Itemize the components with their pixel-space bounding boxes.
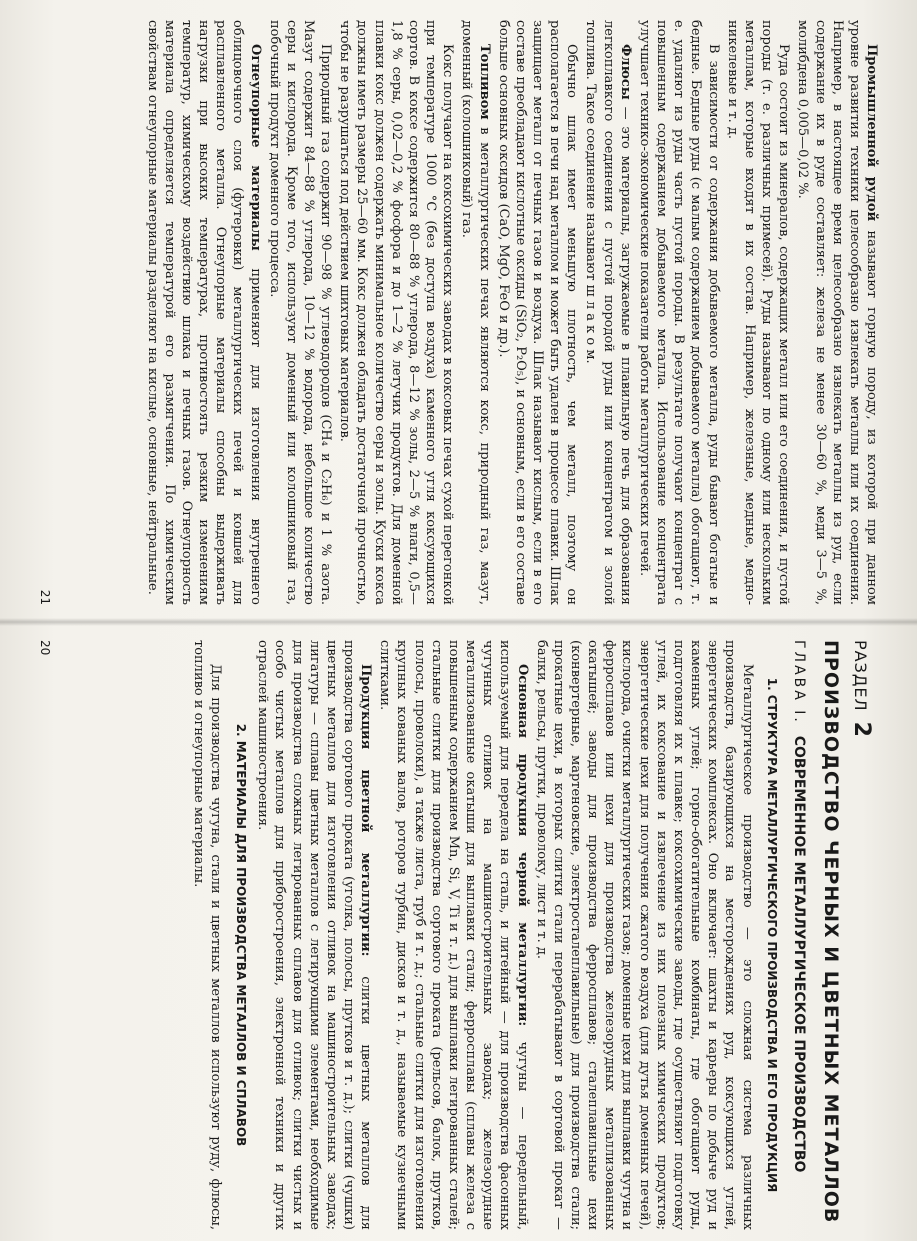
- chapter-heading: [789, 640, 807, 1230]
- paragraph-text: — это материалы, загружаемые в плавильную печь для образования легкоплавкого соединения с пустой породой руды или концентратом и золой топлива. Такое соединение называют ш л а к о м.: [583, 20, 633, 605]
- paragraph-text: чугуны — передельный, используемый для передела на сталь, и литейный — для производства фасонных чугунных отливок на машиностроительных заводах; железорудные металлизованные окатыши для выплавки стали; ферросплавы (сплавы железа с повышенным содержанием Mn, Si, V, Ti и т. д.) для выплавки легированных сталей; стальные слитки для производства сортового проката (рельсов, балок, прутков, полосы, проволоки), а также листа, труб и т. д.; стальные слитки для изготовления крупных кованых валов, роторов турбин, дисков и т. д., называемые кузнечными слитками.: [377, 640, 530, 1230]
- section-label: [847, 640, 876, 1230]
- paragraph: Для производства чугуна, стали и цветных металлов используют руду, флюсы, топливо и огнеупорные материалы.: [191, 640, 224, 1230]
- paragraph: [143, 20, 263, 605]
- part-title: ПРОИЗВОДСТВО ЧЕРНЫХ И ЦВЕТНЫХ МЕТАЛЛОВ: [819, 640, 842, 1224]
- paragraph: [254, 640, 374, 1230]
- term: Огнеупорные материалы: [247, 44, 263, 251]
- paragraph-text: применяют для изготовления внутреннего облицовочного слоя (футеровки) металлургических печей и ковшей для расплавленного металла. Огнеупорные материалы способны выдерживать нагрузки при высоких температурах, противостоять резким изменениям температур, химическому воздействию шлака и печных газов. Огнеупорность материала определяется температурой его размягчения. По химическим свойствам огнеупорные материалы разделяют на кислые, основные, нейтральные.: [144, 20, 263, 605]
- paragraph: [376, 640, 530, 1230]
- term: Флюсы: [617, 44, 633, 100]
- paragraph: [582, 20, 633, 605]
- term: Продукция цветной металлургии:: [358, 664, 374, 957]
- paragraph: Металлургическое производство — это сложная система различных производств, базирующихся на месторождениях руд, коксующихся углей, энергетических комплексах. Оно включает: шахты и карьеры по добыче руд и каменных углей; горно-обогатительные комбинаты, где обогащают руды, подготовляя их к плавке; коксохимические заводы, где осуществляют подготовку углей, их коксование и извлечение из них полезных химических продуктов; энергетические цехи для получения сжатого воздуха (для дутья доменных печей), кислорода, очистки металлургических газов; доменные цехи для выплавки чугуна и ферросплавов или цехи для производства железорудных металлизованных окатышей; заводы для производства ферросплавов; сталеплавильные цехи (конвертерные, мартеновские, электросталеплавильные) для производства стали; прокатные цехи, в которых слитки стали перерабатывают в сортовой прокат — балки, рельсы, прутки, проволоку, лист и т. д.: [533, 640, 755, 1230]
- subsection-2-heading: 2. МАТЕРИАЛЫ ДЛЯ ПРОИЗВОДСТВА МЕТАЛЛОВ И СПЛАВОВ: [234, 723, 249, 1147]
- paragraph: [794, 20, 880, 605]
- term: Топливом: [476, 44, 492, 120]
- paragraph-text: в металлургических печах являются кокс, природный газ, мазут, доменный (колошниковый) газ.: [459, 20, 492, 605]
- term: Промышленной рудой: [864, 44, 879, 222]
- term: Основная продукция черной металлургии:: [514, 664, 530, 1027]
- paragraph: Кокс получают на коксохимических заводах в коксовых печах сухой перегонкой при температуре 1000 °C (без доступа воздуха) каменного угля коксующихся сортов. В коксе содержится 80—88 % углерода, 8—12 % золы, 2—5 % влаги, 0,5—1,8 % серы, 0,02—0,2 % фосфора и до 1—2 % летучих продуктов. Для доменной плавки кокс должен содержать минимальное количество серы и золы. Куски кокса должны иметь размеры 25—60 мм. Кокс должен обладать достаточной прочностью, чтобы не разрушаться под действием шихтовых материалов.: [337, 20, 456, 605]
- page-number: 20: [37, 640, 52, 656]
- paragraph: Природный газ содержит 90—98 % углеводородов (CH₄ и C₂H₆) и 1 % азота. Мазут содержит 84—88 % углерода, 10—12 % водорода, небольшое количество серы и кислорода. Кроме того, используют доменный или колошниковый газ, побочный продукт доменного процесса.: [266, 20, 334, 605]
- page-number: 21: [37, 589, 52, 605]
- paragraph: Обычно шлак имеет меньшую плотность, чем металл, поэтому он располагается в печи над металлом и может быть удален в процессе плавки. Шлак защищает металл от печных газов и воздуха. Шлак называют кислым, если в его составе преобладают кислотные оксиды (SiO₂, P₂O₅), и основным, если в его составе больше основных оксидов (CaO, MgO, FeO и др.).: [495, 20, 580, 605]
- paragraph: В зависимости от содержания добываемого металла, руды бывают богатые и бедные. Бедные руды (с малым содержанием добываемого металла) обогащают, т. е. удаляют из руды часть пустой породы. В результате получают концентрат с повышенным содержанием добываемого металла. Использование концентрата улучшает технико-экономические показатели работы металлургических печей.: [636, 20, 721, 605]
- paragraph: Руда состоит из минералов, содержащих металл или его соединения, и пустой породы (т. е. различных примесей). Руды называют по одному или нескольким металлам, которые входят в их состав. Например, железные, медные, медно-никелевые и т. д.: [724, 20, 792, 605]
- section-label-text: РАЗДЕЛ: [851, 640, 870, 712]
- subsection-1-heading: 1. СТРУКТУРА МЕТАЛЛУРГИЧЕСКОГО ПРОИЗВОДСТВА И ЕГО ПРОДУКЦИЯ: [765, 677, 780, 1193]
- section-number: 2: [849, 721, 874, 738]
- chapter-label: ГЛАВА I.: [790, 640, 807, 725]
- paragraph: [458, 20, 492, 605]
- paragraph-text: слитки цветных металлов для производства сортового проката (уголка, полосы, прутков и т. д.); слитки (чушки) цветных металлов для изготовления отливок на машиностроительных заводах; лигатуры — сплавы цветных металлов с легирующими элементами, необходимые для производства сложных легированных сплавов для отливок; слитки чистых и особо чистых металлов для приборостроения, электронной техники и других отраслей машиностроения.: [255, 640, 374, 1230]
- page-21: [30, 20, 880, 605]
- page-20: [30, 640, 880, 1230]
- book-spine: [0, 618, 917, 626]
- paragraph-text: называют горную породу, из которой при данном уровне развития техники целесообразно извлекать металлы или их соединения. Например, в настоящее время целесообразно извлекать металлы из руд, если содержание их в руде составляет: железа не менее 30—60 %, меди 3—5 %, молибдена 0,005—0,02 %.: [795, 20, 879, 605]
- chapter-title: СОВРЕМЕННОЕ МЕТАЛЛУРГИЧЕСКОЕ ПРОИЗВОДСТВО: [790, 735, 807, 1173]
